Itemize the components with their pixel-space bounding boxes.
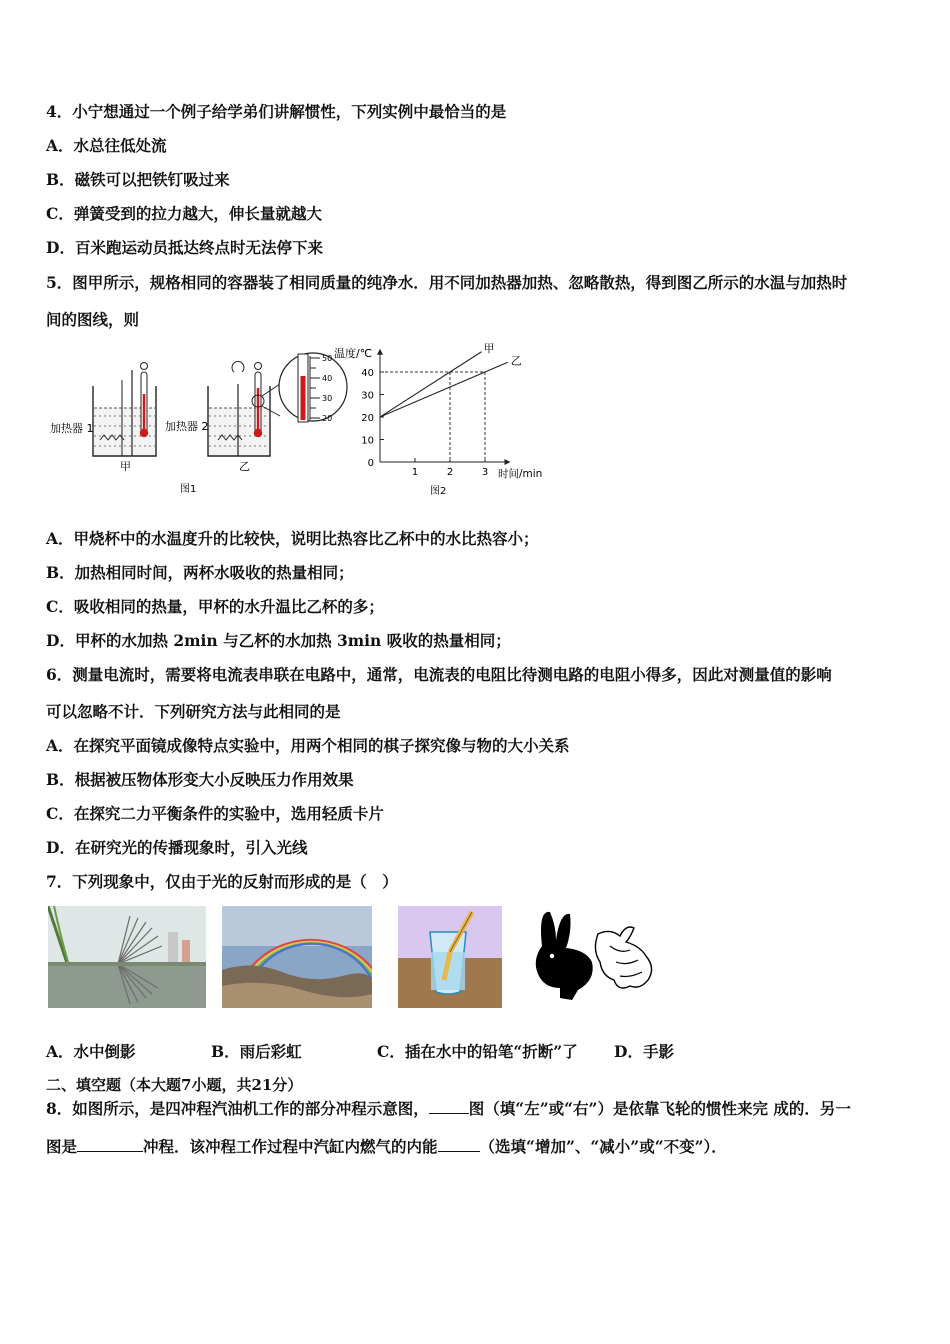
scale-30: 30: [322, 394, 333, 403]
x-tick-label: 2: [446, 467, 454, 478]
q7-image-reflection: [48, 906, 206, 1008]
heater2-label: 加热器 2: [165, 420, 209, 433]
y-axis-arrow: [377, 349, 383, 355]
q6-option-b: B．根据被压物体形变大小反映压力作用效果: [46, 770, 354, 789]
q5-stem-line1: 5．图甲所示，规格相同的容器装了相同质量的纯净水．用不同加热器加热、忽略散热，得到图乙所示的水温与加热时: [46, 273, 848, 292]
chart-title: 图2: [430, 486, 447, 497]
q5-option-b: B．加热相同时间，两杯水吸收的热量相同；: [46, 563, 354, 582]
q4-stem: 4．小宁想通过一个例子给学弟们讲解惯性，下列实例中最恰当的是: [46, 102, 507, 121]
y-tick-label: 20: [361, 413, 374, 424]
q5-option-c: C．吸收相同的热量，甲杯的水升温比乙杯的多；: [46, 597, 384, 616]
chart-labels: [361, 342, 521, 478]
q7-option-c: C．插在水中的铅笔“折断”了: [377, 1042, 578, 1061]
x-tick-label: 3: [481, 467, 489, 478]
q6-option-c: C．在探究二力平衡条件的实验中，选用轻质卡片: [46, 804, 384, 823]
q4-option-d: D．百米跑运动员抵达终点时无法停下来: [46, 238, 323, 257]
fig1-caption: 图1: [180, 484, 197, 495]
q7-image-rainbow: [222, 906, 372, 1008]
q8-text-1a: 8．如图所示，是四冲程汽油机工作的部分冲程示意图，: [46, 1099, 429, 1118]
q8-text-2a: 图是: [46, 1137, 78, 1156]
q8-text-1b: 图（填“左”或“右”）是依靠飞轮的惯性来完 成的．另一: [468, 1099, 851, 1118]
label-yi: 乙: [239, 460, 250, 473]
y-tick-label: 0: [367, 458, 374, 469]
x-tick-label: 1: [411, 467, 419, 478]
q7-stem: 7．下列现象中，仅由于光的反射而形成的是（ ）: [46, 872, 398, 891]
chart-guides: [380, 372, 485, 462]
q5-figure1: [48, 344, 348, 500]
y-tick-label: 30: [361, 390, 374, 402]
q5-figure2-chart: [330, 336, 560, 500]
scale-20: 20: [322, 414, 333, 423]
x-axis-arrow: [505, 459, 511, 465]
series-line-0: [380, 352, 482, 417]
y-tick-label: 10: [361, 435, 374, 447]
chart-axes: [377, 349, 511, 465]
section2-title: 二、填空题（本大题7小题，共21分）: [46, 1076, 303, 1094]
q7-option-b: B．雨后彩虹: [211, 1042, 302, 1061]
q8-blank-2[interactable]: [77, 1137, 143, 1152]
series-label-0: 甲: [483, 341, 495, 355]
q6-option-a: A．在探究平面镜成像特点实验中，用两个相同的棋子探究像与物的大小关系: [46, 736, 570, 755]
q8-blank-1[interactable]: [429, 1099, 469, 1114]
q7-image-hand-shadow: [530, 906, 666, 1008]
q7-image-pencil-in-water: [398, 906, 502, 1008]
y-tick-label: 40: [361, 368, 374, 379]
beaker-yi: [208, 362, 280, 456]
q5-option-d: D．甲杯的水加热 2min 与乙杯的水加热 3min 吸收的热量相同；: [46, 631, 511, 650]
q8-blank-3[interactable]: [438, 1137, 480, 1152]
q8-line1: [46, 1099, 851, 1119]
scale-50: 50: [322, 354, 333, 363]
label-jia: 甲: [120, 460, 131, 473]
q6-stem-line2: 可以忽略不计．下列研究方法与此相同的是: [46, 702, 341, 721]
q4-option-a: A．水总往低处流: [46, 136, 167, 155]
chart-ylabel: 温度/℃: [334, 347, 373, 360]
series-label-1: 乙: [510, 354, 522, 368]
chart-xlabel: 时间/min: [498, 468, 543, 480]
q7-option-a: A．水中倒影: [46, 1042, 136, 1061]
q8-text-2c: （选填“增加”、“减小”或“不变”）．: [479, 1137, 727, 1156]
q4-option-b: B．磁铁可以把铁钉吸过来: [46, 170, 230, 189]
q5-stem-line2: 间的图线，则: [46, 310, 140, 329]
q5-option-a: A．甲烧杯中的水温度升的比较快，说明比热容比乙杯中的水比热容小；: [46, 529, 539, 548]
heater1-label: 加热器 1: [50, 422, 94, 435]
q6-stem-line1: 6．测量电流时，需要将电流表串联在电路中，通常，电流表的电阻比待测电路的电阻小得多，因此对测量值的影响: [46, 665, 832, 684]
q6-option-d: D．在研究光的传播现象时，引入光线: [46, 838, 308, 857]
chart-series: [380, 352, 508, 417]
series-line-1: [380, 362, 508, 417]
q4-option-c: C．弹簧受到的拉力越大，伸长量就越大: [46, 204, 322, 223]
q8-text-2b: 冲程．该冲程工作过程中汽缸内燃气的内能: [143, 1137, 438, 1156]
q7-option-d: D．手影: [614, 1042, 674, 1061]
q8-line2: [46, 1137, 727, 1157]
scale-40: 40: [322, 374, 333, 383]
beaker-jia: [93, 363, 156, 457]
